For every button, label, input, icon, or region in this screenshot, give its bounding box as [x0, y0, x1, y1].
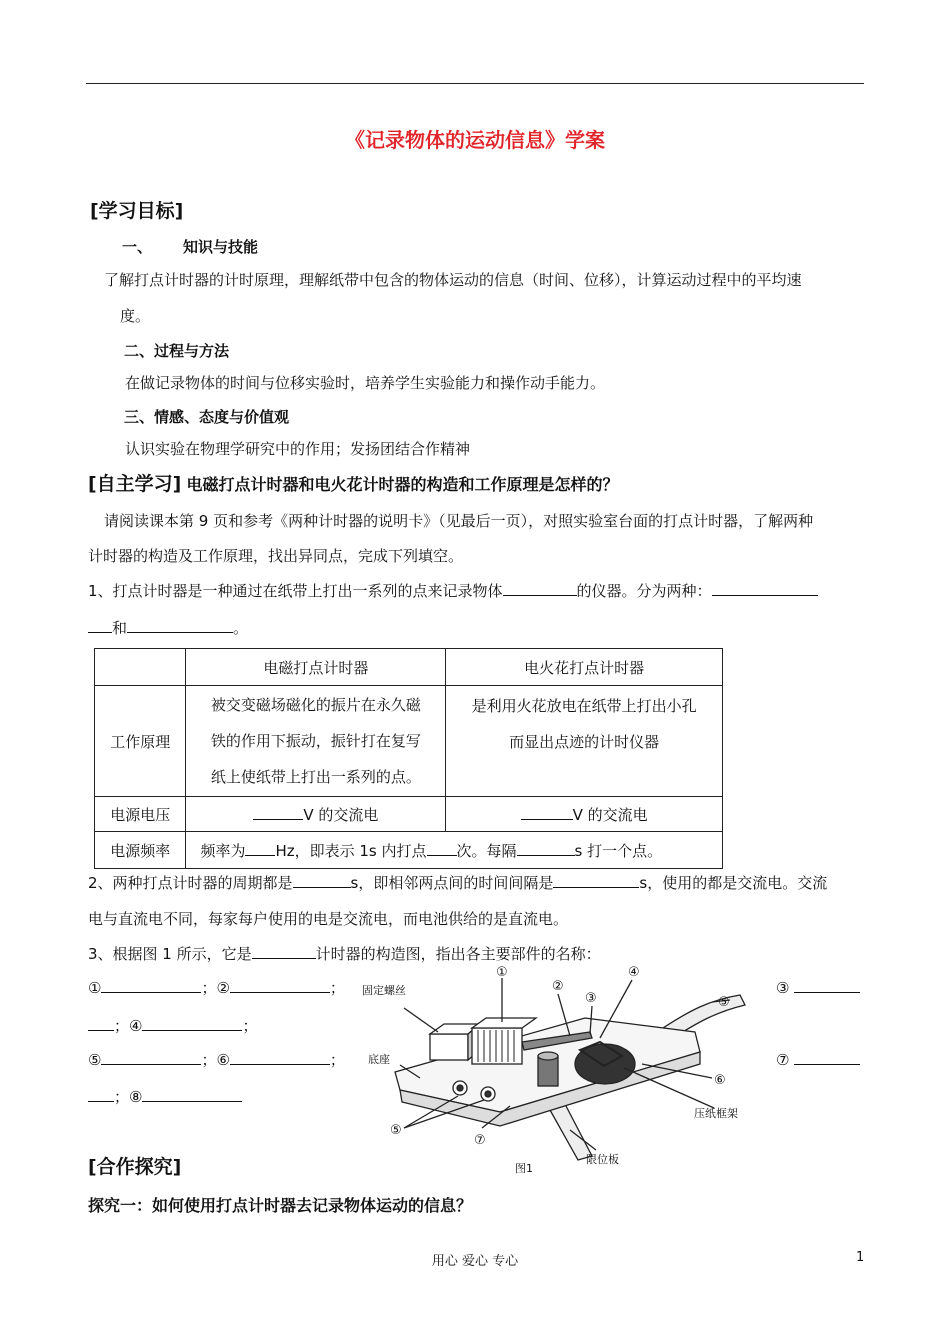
separator: ； — [201, 979, 217, 997]
table-header-spark: 电火花打点计时器 — [446, 649, 723, 686]
cell-line: 是利用火花放电在纸带上打出小孔 — [471, 697, 697, 715]
part-answers-row3 — [88, 1049, 345, 1070]
table-row-principle — [95, 686, 723, 797]
blank-part-5[interactable] — [101, 1049, 201, 1065]
coop-heading: [合作探究] — [88, 1156, 182, 1178]
cell-line: 被交变磁场磁化的振片在永久磁 — [210, 696, 421, 714]
part-answers-row2 — [88, 1015, 257, 1036]
marker-2: ② — [216, 979, 230, 997]
figure-caption: 图1 — [515, 1162, 533, 1175]
blank-q1-type2[interactable] — [127, 617, 233, 633]
self-study-header — [88, 469, 618, 496]
callout-4: ④ — [628, 965, 640, 980]
blank-part-8[interactable] — [142, 1086, 242, 1102]
page-title: 《记录物体的运动信息》学案 — [345, 128, 605, 152]
marker-5: ⑤ — [88, 1051, 102, 1069]
blank-part-3-end[interactable] — [88, 1015, 114, 1031]
blank-q2-period[interactable] — [293, 872, 351, 888]
page-number: 1 — [856, 1250, 865, 1265]
marker-8: ⑧ — [129, 1088, 143, 1106]
table-cell-em-principle — [186, 686, 446, 797]
callout-3: ③ — [585, 991, 597, 1006]
blank-interval[interactable] — [517, 840, 575, 856]
callout-2: ② — [552, 979, 564, 994]
cell-line: 铁的作用下振动，振针打在复写 — [210, 732, 421, 750]
marker-6: ⑥ — [216, 1051, 230, 1069]
table-cell-em-voltage — [186, 797, 446, 832]
cell-text: Hz，即表示 1s 内打点 — [275, 841, 427, 860]
objectives-heading: [学习目标] — [90, 200, 184, 222]
table-row-voltage — [95, 797, 723, 832]
table-cell-frequency — [186, 832, 723, 869]
objective-2-text: 在做记录物体的时间与位移实验时，培养学生实验能力和操作动手能力。 — [125, 374, 606, 392]
self-study-intro-line2: 计时器的构造及工作原理，找出异同点，完成下列填空。 — [88, 547, 464, 565]
question-1-line2 — [88, 617, 248, 638]
blank-part-6[interactable] — [230, 1049, 330, 1065]
objective-1-number: 一、 — [122, 238, 153, 256]
part-answers-3-start — [776, 977, 860, 998]
blank-dots-per-second[interactable] — [427, 840, 457, 856]
table-row-label: 电源频率 — [95, 832, 186, 869]
separator: ； — [329, 1051, 345, 1069]
footer-motto: 用心 爱心 专心 — [431, 1254, 519, 1269]
label-base: 底座 — [368, 1053, 390, 1066]
blank-q1-type1-end[interactable] — [88, 617, 112, 633]
self-study-intro-line1: 请阅读课本第 9 页和参考《两种计时器的说明卡》（见最后一页），对照实验室台面的打点计时器，了解两种 — [104, 512, 814, 530]
table-header-electromagnetic: 电磁打点计时器 — [186, 649, 446, 686]
separator: ； — [114, 1017, 130, 1035]
blank-q2-interval[interactable] — [553, 872, 639, 888]
cell-text: V 的交流电 — [572, 805, 648, 824]
objective-1-title: 知识与技能 — [183, 238, 259, 256]
objective-1-text-line2: 度。 — [120, 307, 151, 325]
cell-text: V 的交流电 — [303, 805, 379, 824]
coop-question-1: 探究一：如何使用打点计时器去记录物体运动的信息？ — [88, 1196, 473, 1215]
cell-line: 而显出点迹的计时仪器 — [509, 733, 660, 751]
objective-3-title: 三、情感、态度与价值观 — [124, 408, 290, 426]
cell-text: 次。每隔 — [456, 841, 517, 860]
part-answers-row4 — [88, 1086, 242, 1107]
header-rule — [86, 83, 864, 84]
question-2-line2: 电与直流电不同，每家每户使用的电是交流电，而电池供给的是直流电。 — [88, 910, 569, 928]
question-1-text-b: 的仪器。分为两种： — [576, 582, 712, 600]
timer-diagram — [360, 960, 760, 1178]
table-row-frequency — [95, 832, 723, 869]
blank-frequency[interactable] — [245, 840, 275, 856]
question-2-line1 — [88, 872, 827, 893]
label-fixing-screw: 固定螺丝 — [362, 984, 406, 997]
cell-text: 频率为 — [200, 841, 246, 860]
blank-q1-type1-start[interactable] — [712, 580, 818, 596]
marker-7: ⑦ — [776, 1051, 790, 1069]
label-press-frame: 压纸框架 — [694, 1107, 738, 1120]
table-header-row — [95, 649, 723, 686]
question-2-text-a: 2、两种打点计时器的周期都是 — [88, 874, 293, 892]
blank-part-2[interactable] — [230, 977, 330, 993]
cell-text: s 打一个点。 — [574, 841, 663, 860]
blank-part-4[interactable] — [142, 1015, 242, 1031]
marker-3: ③ — [776, 979, 790, 997]
callout-5: ⑤ — [718, 995, 730, 1010]
marker-1: ① — [88, 979, 102, 997]
objective-3-text: 认识实验在物理学研究中的作用；发扬团结合作精神 — [125, 440, 471, 458]
question-1-text-a: 1、打点计时器是一种通过在纸带上打出一系列的点来记录物体 — [88, 582, 503, 600]
timer-comparison-table — [94, 648, 723, 869]
separator: ； — [114, 1088, 130, 1106]
question-3-text-b: 计时器的构造图，指出各主要部件的名称： — [315, 945, 601, 963]
table-cell-spark-principle — [446, 686, 723, 797]
blank-q3-type[interactable] — [252, 943, 316, 959]
question-1-text-d: 。 — [233, 619, 249, 637]
blank-spark-voltage[interactable] — [521, 804, 573, 820]
blank-em-voltage[interactable] — [253, 804, 303, 820]
callout-7: ⑦ — [474, 1133, 486, 1148]
callout-6: ⑥ — [714, 1073, 726, 1088]
question-3-text-a: 3、根据图 1 所示，它是 — [88, 945, 252, 963]
callout-1: ① — [496, 965, 508, 980]
table-row-label: 电源电压 — [95, 797, 186, 832]
blank-part-7-end[interactable] — [88, 1086, 114, 1102]
marker-4: ④ — [129, 1017, 143, 1035]
diagram-drawing — [395, 978, 745, 1160]
part-answers-7-start — [776, 1049, 860, 1070]
table-cell-spark-voltage — [446, 797, 723, 832]
separator: ； — [242, 1017, 258, 1035]
blank-part-3[interactable] — [794, 977, 860, 993]
objective-2-title: 二、过程与方法 — [124, 342, 230, 360]
question-1-line1 — [88, 580, 818, 601]
question-2-text-b: s，即相邻两点间的时间间隔是 — [350, 874, 554, 892]
question-1-text-c: 和 — [112, 619, 128, 637]
table-row-label: 工作原理 — [95, 686, 186, 797]
callout-5-terminals: ⑤ — [390, 1123, 402, 1138]
blank-part-1[interactable] — [101, 977, 201, 993]
table-corner-cell — [95, 649, 186, 686]
self-study-heading: [自主学习] — [88, 473, 182, 495]
cell-line: 纸上使纸带上打出一系列的点。 — [210, 768, 421, 786]
separator: ； — [329, 979, 345, 997]
question-2-text-c: s，使用的都是交流电。交流 — [639, 874, 828, 892]
objective-1-text-line1: 了解打点计时器的计时原理，理解纸带中包含的物体运动的信息（时间、位移），计算运动过程中的平均速 — [104, 271, 802, 289]
blank-q1-record[interactable] — [503, 580, 577, 596]
label-limit-plate: 限位板 — [586, 1153, 619, 1166]
blank-part-7[interactable] — [794, 1049, 860, 1065]
part-answers-row1 — [88, 977, 345, 998]
self-study-question: 电磁打点计时器和电火花计时器的构造和工作原理是怎样的？ — [186, 475, 619, 494]
separator: ； — [201, 1051, 217, 1069]
